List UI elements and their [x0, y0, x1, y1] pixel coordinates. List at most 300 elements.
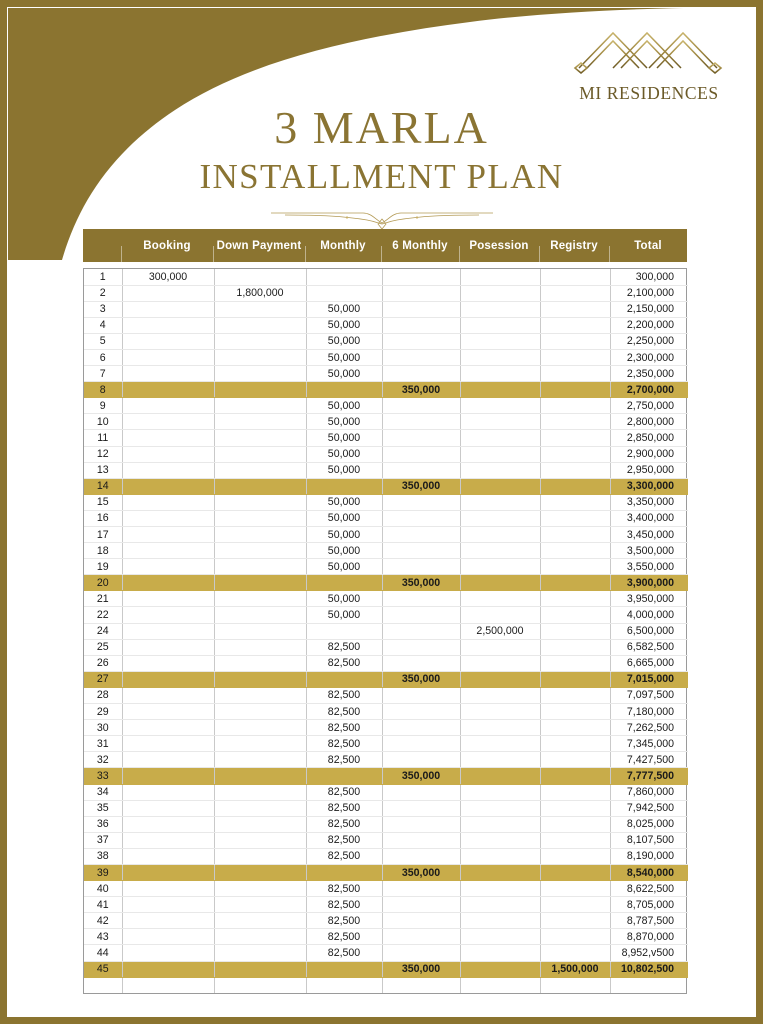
cell-index: 15: [84, 494, 122, 510]
cell-six-monthly: [382, 317, 460, 333]
cell-posession: [460, 398, 540, 414]
cell-six-monthly: [382, 897, 460, 913]
cell-booking: [122, 832, 214, 848]
page-title: 3 MARLA: [274, 102, 489, 153]
cell-index: 17: [84, 527, 122, 543]
cell-index: 12: [84, 446, 122, 462]
cell-registry: [540, 720, 610, 736]
table-row: [84, 333, 688, 349]
cell-monthly: 82,500: [306, 639, 382, 655]
cell-booking: [122, 510, 214, 526]
cell-monthly: 50,000: [306, 607, 382, 623]
cell-booking: [122, 285, 214, 301]
cell-down-payment: [214, 687, 306, 703]
cell-registry: [540, 349, 610, 365]
cell-registry: [540, 816, 610, 832]
cell-posession: [460, 333, 540, 349]
cell-registry: [540, 864, 610, 880]
cell-posession: [460, 720, 540, 736]
cell-posession: [460, 382, 540, 398]
cell-booking: [122, 575, 214, 591]
table-row: [84, 269, 688, 285]
column-header-posession: Posession: [459, 240, 539, 252]
cell-down-payment: [214, 527, 306, 543]
cell-booking: [122, 382, 214, 398]
cell-booking: [122, 736, 214, 752]
cell-registry: [540, 317, 610, 333]
cell-posession: [460, 349, 540, 365]
cell-registry: [540, 929, 610, 945]
cell-posession: [460, 736, 540, 752]
cell-monthly: [306, 285, 382, 301]
table-row: [84, 687, 688, 703]
cell-index: 19: [84, 559, 122, 575]
table-row: [84, 349, 688, 365]
cell-total: 7,180,000: [610, 704, 688, 720]
cell-index: 44: [84, 945, 122, 961]
cell-down-payment: [214, 913, 306, 929]
column-header-registry: Registry: [539, 240, 609, 252]
table-row: [84, 816, 688, 832]
cell-monthly: 50,000: [306, 446, 382, 462]
cell-monthly: [306, 478, 382, 494]
cell-total: 8,870,000: [610, 929, 688, 945]
table-row: [84, 301, 688, 317]
cell-registry: [540, 655, 610, 671]
table-row: [84, 881, 688, 897]
cell-posession: [460, 897, 540, 913]
table-row: [84, 285, 688, 301]
cell-booking: [122, 720, 214, 736]
cell-posession: [460, 671, 540, 687]
table-row: [84, 382, 688, 398]
cell-total: 2,300,000: [610, 349, 688, 365]
table-rows-container: [84, 269, 688, 993]
cell-monthly: 82,500: [306, 816, 382, 832]
cell-total: 10,802,500: [610, 961, 688, 977]
cell-posession: [460, 462, 540, 478]
cell-total: 2,750,000: [610, 398, 688, 414]
table-row: [84, 929, 688, 945]
cell-down-payment: [214, 848, 306, 864]
cell-registry: [540, 366, 610, 382]
table-row: [84, 446, 688, 462]
cell-monthly: [306, 768, 382, 784]
cell-posession: [460, 977, 540, 993]
cell-down-payment: [214, 333, 306, 349]
cell-index: 9: [84, 398, 122, 414]
installment-table: [83, 229, 687, 994]
cell-monthly: [306, 671, 382, 687]
cell-registry: [540, 784, 610, 800]
cell-total: 3,400,000: [610, 510, 688, 526]
cell-booking: [122, 897, 214, 913]
cell-booking: [122, 671, 214, 687]
cell-six-monthly: [382, 607, 460, 623]
cell-six-monthly: [382, 414, 460, 430]
cell-posession: [460, 639, 540, 655]
cell-six-monthly: 350,000: [382, 382, 460, 398]
table-row: [84, 977, 688, 993]
cell-booking: [122, 414, 214, 430]
table-row: [84, 913, 688, 929]
cell-down-payment: [214, 977, 306, 993]
cell-down-payment: [214, 398, 306, 414]
cell-registry: [540, 800, 610, 816]
cell-six-monthly: [382, 913, 460, 929]
cell-posession: [460, 269, 540, 285]
cell-monthly: [306, 977, 382, 993]
column-header-monthly: Monthly: [305, 240, 381, 252]
cell-registry: [540, 269, 610, 285]
cell-total: 3,350,000: [610, 494, 688, 510]
cell-total: 2,850,000: [610, 430, 688, 446]
flourish-divider-icon: [267, 204, 497, 230]
cell-monthly: 50,000: [306, 398, 382, 414]
cell-total: 7,262,500: [610, 720, 688, 736]
cell-total: 2,700,000: [610, 382, 688, 398]
brand-logo: [565, 24, 733, 112]
cell-posession: [460, 704, 540, 720]
cell-index: 31: [84, 736, 122, 752]
mountain-logo-icon: [565, 24, 733, 82]
cell-posession: [460, 607, 540, 623]
cell-registry: [540, 398, 610, 414]
cell-registry: [540, 382, 610, 398]
cell-six-monthly: [382, 430, 460, 446]
cell-index: 35: [84, 800, 122, 816]
cell-registry: [540, 897, 610, 913]
table-row: [84, 945, 688, 961]
cell-registry: [540, 462, 610, 478]
cell-down-payment: [214, 446, 306, 462]
cell-booking: [122, 333, 214, 349]
cell-index: 28: [84, 687, 122, 703]
table-row: [84, 430, 688, 446]
cell-index: 25: [84, 639, 122, 655]
cell-down-payment: [214, 317, 306, 333]
cell-total: 7,015,000: [610, 671, 688, 687]
cell-index: 20: [84, 575, 122, 591]
cell-booking: [122, 543, 214, 559]
cell-total: 8,622,500: [610, 881, 688, 897]
cell-index: 18: [84, 543, 122, 559]
cell-down-payment: [214, 543, 306, 559]
cell-booking: [122, 864, 214, 880]
cell-six-monthly: [382, 800, 460, 816]
cell-monthly: [306, 864, 382, 880]
cell-monthly: 50,000: [306, 591, 382, 607]
cell-index: 21: [84, 591, 122, 607]
cell-six-monthly: [382, 816, 460, 832]
cell-down-payment: [214, 623, 306, 639]
cell-registry: [540, 510, 610, 526]
cell-posession: [460, 768, 540, 784]
table-row: [84, 704, 688, 720]
cell-monthly: 82,500: [306, 897, 382, 913]
table-row: [84, 671, 688, 687]
cell-down-payment: [214, 366, 306, 382]
table-row: [84, 832, 688, 848]
table-row: [84, 478, 688, 494]
cell-registry: [540, 285, 610, 301]
cell-total: 7,942,500: [610, 800, 688, 816]
cell-booking: [122, 559, 214, 575]
cell-monthly: 82,500: [306, 913, 382, 929]
cell-down-payment: [214, 478, 306, 494]
cell-index: 27: [84, 671, 122, 687]
cell-booking: [122, 301, 214, 317]
cell-six-monthly: [382, 349, 460, 365]
cell-total: 300,000: [610, 269, 688, 285]
cell-six-monthly: [382, 977, 460, 993]
cell-total: 3,950,000: [610, 591, 688, 607]
cell-monthly: 50,000: [306, 333, 382, 349]
cell-registry: [540, 527, 610, 543]
cell-six-monthly: 350,000: [382, 864, 460, 880]
cell-posession: [460, 816, 540, 832]
cell-posession: [460, 800, 540, 816]
cell-index: 33: [84, 768, 122, 784]
cell-six-monthly: [382, 832, 460, 848]
cell-booking: [122, 800, 214, 816]
cell-posession: [460, 527, 540, 543]
cell-booking: [122, 768, 214, 784]
cell-down-payment: [214, 704, 306, 720]
cell-down-payment: [214, 430, 306, 446]
cell-posession: [460, 687, 540, 703]
cell-monthly: [306, 382, 382, 398]
cell-registry: [540, 704, 610, 720]
cell-monthly: 82,500: [306, 945, 382, 961]
cell-index: 14: [84, 478, 122, 494]
cell-total: 2,950,000: [610, 462, 688, 478]
cell-booking: [122, 913, 214, 929]
cell-booking: 300,000: [122, 269, 214, 285]
cell-down-payment: [214, 349, 306, 365]
cell-posession: [460, 945, 540, 961]
table-row: [84, 398, 688, 414]
cell-booking: [122, 591, 214, 607]
table-row: [84, 317, 688, 333]
cell-index: 13: [84, 462, 122, 478]
table-row: [84, 784, 688, 800]
table-row: [84, 510, 688, 526]
cell-monthly: 82,500: [306, 881, 382, 897]
table-row: [84, 720, 688, 736]
cell-six-monthly: [382, 398, 460, 414]
cell-total: 6,665,000: [610, 655, 688, 671]
table-row: [84, 575, 688, 591]
cell-six-monthly: [382, 720, 460, 736]
cell-down-payment: [214, 510, 306, 526]
cell-posession: [460, 301, 540, 317]
cell-posession: [460, 543, 540, 559]
table-row: [84, 864, 688, 880]
cell-index: 22: [84, 607, 122, 623]
cell-monthly: 82,500: [306, 655, 382, 671]
cell-six-monthly: [382, 285, 460, 301]
cell-monthly: 50,000: [306, 510, 382, 526]
cell-six-monthly: [382, 704, 460, 720]
cell-index: [84, 977, 122, 993]
cell-six-monthly: [382, 527, 460, 543]
cell-registry: [540, 913, 610, 929]
cell-registry: [540, 430, 610, 446]
cell-index: 8: [84, 382, 122, 398]
cell-registry: [540, 591, 610, 607]
cell-index: 37: [84, 832, 122, 848]
cell-registry: [540, 543, 610, 559]
cell-down-payment: [214, 945, 306, 961]
cell-monthly: 82,500: [306, 929, 382, 945]
cell-total: 8,787,500: [610, 913, 688, 929]
cell-down-payment: [214, 655, 306, 671]
cell-total: 8,952,v500: [610, 945, 688, 961]
cell-registry: [540, 333, 610, 349]
cell-booking: [122, 462, 214, 478]
cell-index: 3: [84, 301, 122, 317]
cell-posession: [460, 913, 540, 929]
cell-monthly: 50,000: [306, 494, 382, 510]
cell-booking: [122, 704, 214, 720]
cell-monthly: [306, 961, 382, 977]
cell-total: 8,540,000: [610, 864, 688, 880]
cell-total: 2,800,000: [610, 414, 688, 430]
cell-monthly: 50,000: [306, 349, 382, 365]
cell-total: [610, 977, 688, 993]
cell-down-payment: [214, 671, 306, 687]
cell-total: 8,107,500: [610, 832, 688, 848]
cell-down-payment: [214, 736, 306, 752]
cell-six-monthly: [382, 929, 460, 945]
table-row: [84, 768, 688, 784]
cell-down-payment: [214, 897, 306, 913]
cell-total: 3,500,000: [610, 543, 688, 559]
cell-total: 7,427,500: [610, 752, 688, 768]
cell-posession: [460, 575, 540, 591]
cell-six-monthly: [382, 623, 460, 639]
cell-six-monthly: [382, 543, 460, 559]
cell-total: 2,250,000: [610, 333, 688, 349]
cell-monthly: 82,500: [306, 832, 382, 848]
cell-down-payment: [214, 752, 306, 768]
cell-index: 30: [84, 720, 122, 736]
cell-posession: [460, 832, 540, 848]
cell-six-monthly: [382, 366, 460, 382]
cell-monthly: 82,500: [306, 800, 382, 816]
cell-registry: [540, 848, 610, 864]
cell-down-payment: [214, 816, 306, 832]
cell-posession: [460, 881, 540, 897]
cell-registry: [540, 494, 610, 510]
cell-total: 3,900,000: [610, 575, 688, 591]
cell-down-payment: [214, 575, 306, 591]
table-row: [84, 736, 688, 752]
cell-booking: [122, 623, 214, 639]
cell-six-monthly: 350,000: [382, 671, 460, 687]
cell-index: 2: [84, 285, 122, 301]
cell-registry: 1,500,000: [540, 961, 610, 977]
cell-booking: [122, 977, 214, 993]
cell-down-payment: [214, 382, 306, 398]
cell-index: 39: [84, 864, 122, 880]
cell-booking: [122, 494, 214, 510]
cell-down-payment: [214, 832, 306, 848]
cell-total: 8,025,000: [610, 816, 688, 832]
cell-monthly: 50,000: [306, 430, 382, 446]
cell-six-monthly: 350,000: [382, 575, 460, 591]
cell-registry: [540, 687, 610, 703]
cell-index: 26: [84, 655, 122, 671]
column-header-six-monthly: 6 Monthly: [381, 240, 459, 252]
cell-six-monthly: [382, 736, 460, 752]
cell-six-monthly: [382, 269, 460, 285]
cell-index: 32: [84, 752, 122, 768]
cell-booking: [122, 446, 214, 462]
cell-index: 5: [84, 333, 122, 349]
table-row: [84, 527, 688, 543]
cell-down-payment: [214, 720, 306, 736]
cell-booking: [122, 961, 214, 977]
cell-down-payment: [214, 961, 306, 977]
cell-index: 40: [84, 881, 122, 897]
cell-six-monthly: [382, 591, 460, 607]
cell-monthly: 82,500: [306, 784, 382, 800]
cell-posession: [460, 591, 540, 607]
cell-index: 10: [84, 414, 122, 430]
cell-registry: [540, 736, 610, 752]
cell-booking: [122, 881, 214, 897]
table-row: [84, 848, 688, 864]
logo-wordmark: MI RESIDENCES: [579, 83, 719, 103]
cell-monthly: 82,500: [306, 720, 382, 736]
cell-index: 4: [84, 317, 122, 333]
cell-total: 6,582,500: [610, 639, 688, 655]
cell-booking: [122, 929, 214, 945]
cell-down-payment: [214, 269, 306, 285]
cell-booking: [122, 366, 214, 382]
cell-down-payment: [214, 462, 306, 478]
cell-total: 2,350,000: [610, 366, 688, 382]
cell-monthly: 82,500: [306, 848, 382, 864]
cell-registry: [540, 575, 610, 591]
cell-six-monthly: [382, 510, 460, 526]
cell-down-payment: [214, 784, 306, 800]
cell-six-monthly: [382, 784, 460, 800]
cell-posession: [460, 285, 540, 301]
cell-total: 2,200,000: [610, 317, 688, 333]
table-row: [84, 800, 688, 816]
cell-index: 24: [84, 623, 122, 639]
cell-down-payment: [214, 414, 306, 430]
cell-total: 7,777,500: [610, 768, 688, 784]
cell-down-payment: [214, 301, 306, 317]
cell-monthly: 50,000: [306, 366, 382, 382]
cell-six-monthly: 350,000: [382, 768, 460, 784]
cell-booking: [122, 317, 214, 333]
cell-monthly: 50,000: [306, 462, 382, 478]
cell-monthly: 82,500: [306, 752, 382, 768]
table-row: [84, 623, 688, 639]
column-header-down-payment: Down Payment: [213, 240, 305, 252]
cell-down-payment: 1,800,000: [214, 285, 306, 301]
cell-booking: [122, 945, 214, 961]
cell-six-monthly: [382, 752, 460, 768]
cell-six-monthly: [382, 462, 460, 478]
cell-posession: [460, 752, 540, 768]
cell-six-monthly: [382, 655, 460, 671]
